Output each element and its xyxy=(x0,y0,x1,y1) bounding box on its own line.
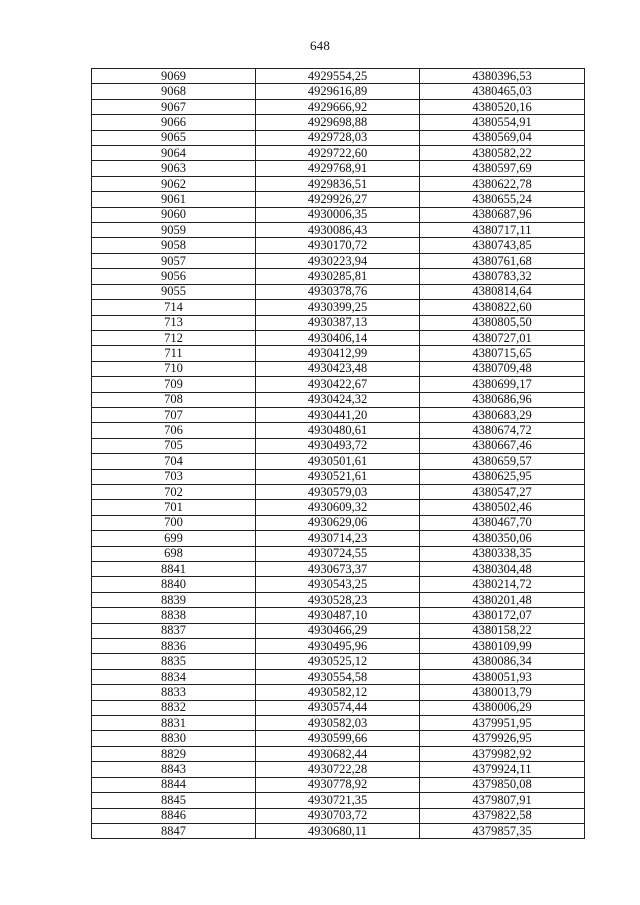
y-coordinate-cell: 4380727,01 xyxy=(420,330,585,345)
y-coordinate-cell: 4380304,48 xyxy=(420,562,585,577)
y-coordinate-cell: 4380625,95 xyxy=(420,469,585,484)
x-coordinate-cell: 4930778,92 xyxy=(256,777,420,792)
table-row xyxy=(92,716,585,731)
point-number-cell: 699 xyxy=(92,531,256,546)
point-number-cell: 8841 xyxy=(92,562,256,577)
y-coordinate-cell: 4380709,48 xyxy=(420,361,585,376)
point-number-cell: 700 xyxy=(92,515,256,530)
x-coordinate-cell: 4930721,35 xyxy=(256,793,420,808)
y-coordinate-cell: 4380013,79 xyxy=(420,685,585,700)
y-coordinate-cell: 4380715,65 xyxy=(420,346,585,361)
x-coordinate-cell: 4930703,72 xyxy=(256,808,420,823)
table-row xyxy=(92,115,585,130)
point-number-cell: 9062 xyxy=(92,176,256,191)
x-coordinate-cell: 4929836,51 xyxy=(256,176,420,191)
table-row xyxy=(92,146,585,161)
y-coordinate-cell: 4380465,03 xyxy=(420,84,585,99)
table-row xyxy=(92,161,585,176)
table-row xyxy=(92,407,585,422)
y-coordinate-cell: 4380350,06 xyxy=(420,531,585,546)
point-number-cell: 9060 xyxy=(92,207,256,222)
y-coordinate-cell: 4380214,72 xyxy=(420,577,585,592)
point-number-cell: 8844 xyxy=(92,777,256,792)
point-number-cell: 9061 xyxy=(92,192,256,207)
table-row xyxy=(92,238,585,253)
table-row xyxy=(92,361,585,376)
x-coordinate-cell: 4930378,76 xyxy=(256,284,420,299)
table-row xyxy=(92,531,585,546)
point-number-cell: 701 xyxy=(92,500,256,515)
table-row xyxy=(92,330,585,345)
coordinates-table xyxy=(91,68,585,839)
x-coordinate-cell: 4930543,25 xyxy=(256,577,420,592)
table-row xyxy=(92,484,585,499)
y-coordinate-cell: 4380582,22 xyxy=(420,146,585,161)
point-number-cell: 9069 xyxy=(92,69,256,84)
y-coordinate-cell: 4379926,95 xyxy=(420,731,585,746)
table-row xyxy=(92,500,585,515)
point-number-cell: 9064 xyxy=(92,146,256,161)
x-coordinate-cell: 4930223,94 xyxy=(256,253,420,268)
point-number-cell: 707 xyxy=(92,407,256,422)
table-row xyxy=(92,192,585,207)
y-coordinate-cell: 4380109,99 xyxy=(420,639,585,654)
y-coordinate-cell: 4380687,96 xyxy=(420,207,585,222)
x-coordinate-cell: 4930412,99 xyxy=(256,346,420,361)
x-coordinate-cell: 4930682,44 xyxy=(256,746,420,761)
point-number-cell: 9068 xyxy=(92,84,256,99)
y-coordinate-cell: 4380338,35 xyxy=(420,546,585,561)
point-number-cell: 713 xyxy=(92,315,256,330)
x-coordinate-cell: 4930480,61 xyxy=(256,423,420,438)
x-coordinate-cell: 4930680,11 xyxy=(256,823,420,838)
table-row xyxy=(92,315,585,330)
x-coordinate-cell: 4930406,14 xyxy=(256,330,420,345)
x-coordinate-cell: 4930501,61 xyxy=(256,454,420,469)
y-coordinate-cell: 4380667,46 xyxy=(420,438,585,453)
table-row xyxy=(92,608,585,623)
table-row xyxy=(92,423,585,438)
y-coordinate-cell: 4380086,34 xyxy=(420,654,585,669)
y-coordinate-cell: 4380686,96 xyxy=(420,392,585,407)
point-number-cell: 9065 xyxy=(92,130,256,145)
y-coordinate-cell: 4380006,29 xyxy=(420,700,585,715)
y-coordinate-cell: 4380520,16 xyxy=(420,99,585,114)
x-coordinate-cell: 4930582,03 xyxy=(256,716,420,731)
y-coordinate-cell: 4379822,58 xyxy=(420,808,585,823)
x-coordinate-cell: 4930574,44 xyxy=(256,700,420,715)
x-coordinate-cell: 4930285,81 xyxy=(256,269,420,284)
table-row xyxy=(92,346,585,361)
point-number-cell: 9058 xyxy=(92,238,256,253)
x-coordinate-cell: 4930724,55 xyxy=(256,546,420,561)
point-number-cell: 8840 xyxy=(92,577,256,592)
x-coordinate-cell: 4930629,06 xyxy=(256,515,420,530)
y-coordinate-cell: 4379857,35 xyxy=(420,823,585,838)
table-row xyxy=(92,223,585,238)
point-number-cell: 714 xyxy=(92,300,256,315)
table-row xyxy=(92,808,585,823)
table-row xyxy=(92,546,585,561)
point-number-cell: 8833 xyxy=(92,685,256,700)
x-coordinate-cell: 4930424,32 xyxy=(256,392,420,407)
table-row xyxy=(92,269,585,284)
table-row xyxy=(92,793,585,808)
x-coordinate-cell: 4930525,12 xyxy=(256,654,420,669)
x-coordinate-cell: 4930387,13 xyxy=(256,315,420,330)
y-coordinate-cell: 4380743,85 xyxy=(420,238,585,253)
table-row xyxy=(92,69,585,84)
x-coordinate-cell: 4930423,48 xyxy=(256,361,420,376)
y-coordinate-cell: 4380502,46 xyxy=(420,500,585,515)
y-coordinate-cell: 4379982,92 xyxy=(420,746,585,761)
point-number-cell: 8839 xyxy=(92,592,256,607)
y-coordinate-cell: 4380814,64 xyxy=(420,284,585,299)
table-row xyxy=(92,731,585,746)
x-coordinate-cell: 4930170,72 xyxy=(256,238,420,253)
x-coordinate-cell: 4929554,25 xyxy=(256,69,420,84)
x-coordinate-cell: 4930493,72 xyxy=(256,438,420,453)
point-number-cell: 711 xyxy=(92,346,256,361)
x-coordinate-cell: 4930466,29 xyxy=(256,623,420,638)
y-coordinate-cell: 4380761,68 xyxy=(420,253,585,268)
table-row xyxy=(92,623,585,638)
page-number: 648 xyxy=(309,38,331,53)
table-row xyxy=(92,562,585,577)
x-coordinate-cell: 4929698,88 xyxy=(256,115,420,130)
y-coordinate-cell: 4380467,70 xyxy=(420,515,585,530)
table-row xyxy=(92,454,585,469)
x-coordinate-cell: 4930487,10 xyxy=(256,608,420,623)
table-row xyxy=(92,669,585,684)
table-row xyxy=(92,176,585,191)
x-coordinate-cell: 4929616,89 xyxy=(256,84,420,99)
x-coordinate-cell: 4930006,35 xyxy=(256,207,420,222)
y-coordinate-cell: 4380554,91 xyxy=(420,115,585,130)
point-number-cell: 8830 xyxy=(92,731,256,746)
point-number-cell: 9063 xyxy=(92,161,256,176)
y-coordinate-cell: 4380699,17 xyxy=(420,377,585,392)
x-coordinate-cell: 4930521,61 xyxy=(256,469,420,484)
x-coordinate-cell: 4929728,03 xyxy=(256,130,420,145)
table-row xyxy=(92,777,585,792)
y-coordinate-cell: 4380172,07 xyxy=(420,608,585,623)
y-coordinate-cell: 4379807,91 xyxy=(420,793,585,808)
point-number-cell: 706 xyxy=(92,423,256,438)
y-coordinate-cell: 4379850,08 xyxy=(420,777,585,792)
table-row xyxy=(92,639,585,654)
table-row xyxy=(92,99,585,114)
x-coordinate-cell: 4930599,66 xyxy=(256,731,420,746)
point-number-cell: 8837 xyxy=(92,623,256,638)
point-number-cell: 709 xyxy=(92,377,256,392)
table-row xyxy=(92,438,585,453)
table-row xyxy=(92,300,585,315)
y-coordinate-cell: 4380597,69 xyxy=(420,161,585,176)
x-coordinate-cell: 4930579,03 xyxy=(256,484,420,499)
y-coordinate-cell: 4380547,27 xyxy=(420,484,585,499)
x-coordinate-cell: 4930722,28 xyxy=(256,762,420,777)
table-row xyxy=(92,284,585,299)
table-row xyxy=(92,469,585,484)
point-number-cell: 8838 xyxy=(92,608,256,623)
y-coordinate-cell: 4380158,22 xyxy=(420,623,585,638)
point-number-cell: 9056 xyxy=(92,269,256,284)
y-coordinate-cell: 4380051,93 xyxy=(420,669,585,684)
x-coordinate-cell: 4930554,58 xyxy=(256,669,420,684)
point-number-cell: 703 xyxy=(92,469,256,484)
point-number-cell: 9059 xyxy=(92,223,256,238)
point-number-cell: 8835 xyxy=(92,654,256,669)
point-number-cell: 8831 xyxy=(92,716,256,731)
table-row xyxy=(92,577,585,592)
point-number-cell: 712 xyxy=(92,330,256,345)
x-coordinate-cell: 4930609,32 xyxy=(256,500,420,515)
table-row xyxy=(92,823,585,838)
point-number-cell: 9057 xyxy=(92,253,256,268)
x-coordinate-cell: 4930422,67 xyxy=(256,377,420,392)
y-coordinate-cell: 4380659,57 xyxy=(420,454,585,469)
x-coordinate-cell: 4930441,20 xyxy=(256,407,420,422)
y-coordinate-cell: 4380683,29 xyxy=(420,407,585,422)
y-coordinate-cell: 4380655,24 xyxy=(420,192,585,207)
x-coordinate-cell: 4930528,23 xyxy=(256,592,420,607)
table-row xyxy=(92,253,585,268)
point-number-cell: 9055 xyxy=(92,284,256,299)
coordinates-table-body xyxy=(92,69,585,839)
table-row xyxy=(92,746,585,761)
point-number-cell: 702 xyxy=(92,484,256,499)
x-coordinate-cell: 4929666,92 xyxy=(256,99,420,114)
point-number-cell: 705 xyxy=(92,438,256,453)
y-coordinate-cell: 4380805,50 xyxy=(420,315,585,330)
y-coordinate-cell: 4380674,72 xyxy=(420,423,585,438)
point-number-cell: 8843 xyxy=(92,762,256,777)
table-row xyxy=(92,592,585,607)
y-coordinate-cell: 4379951,95 xyxy=(420,716,585,731)
y-coordinate-cell: 4380622,78 xyxy=(420,176,585,191)
point-number-cell: 8836 xyxy=(92,639,256,654)
point-number-cell: 8829 xyxy=(92,746,256,761)
table-row xyxy=(92,654,585,669)
table-row xyxy=(92,130,585,145)
table-row xyxy=(92,515,585,530)
table-row xyxy=(92,207,585,222)
point-number-cell: 8834 xyxy=(92,669,256,684)
x-coordinate-cell: 4930582,12 xyxy=(256,685,420,700)
point-number-cell: 8846 xyxy=(92,808,256,823)
x-coordinate-cell: 4930673,37 xyxy=(256,562,420,577)
y-coordinate-cell: 4380396,53 xyxy=(420,69,585,84)
y-coordinate-cell: 4380783,32 xyxy=(420,269,585,284)
y-coordinate-cell: 4380569,04 xyxy=(420,130,585,145)
point-number-cell: 8847 xyxy=(92,823,256,838)
x-coordinate-cell: 4930086,43 xyxy=(256,223,420,238)
point-number-cell: 9067 xyxy=(92,99,256,114)
point-number-cell: 708 xyxy=(92,392,256,407)
point-number-cell: 710 xyxy=(92,361,256,376)
x-coordinate-cell: 4930714,23 xyxy=(256,531,420,546)
table-row xyxy=(92,377,585,392)
table-row xyxy=(92,392,585,407)
point-number-cell: 8832 xyxy=(92,700,256,715)
point-number-cell: 704 xyxy=(92,454,256,469)
x-coordinate-cell: 4929926,27 xyxy=(256,192,420,207)
y-coordinate-cell: 4380822,60 xyxy=(420,300,585,315)
point-number-cell: 9066 xyxy=(92,115,256,130)
table-row xyxy=(92,762,585,777)
table-row xyxy=(92,700,585,715)
x-coordinate-cell: 4929768,91 xyxy=(256,161,420,176)
point-number-cell: 8845 xyxy=(92,793,256,808)
y-coordinate-cell: 4380201,48 xyxy=(420,592,585,607)
table-row xyxy=(92,84,585,99)
table-row xyxy=(92,685,585,700)
y-coordinate-cell: 4380717,11 xyxy=(420,223,585,238)
x-coordinate-cell: 4929722,60 xyxy=(256,146,420,161)
x-coordinate-cell: 4930399,25 xyxy=(256,300,420,315)
y-coordinate-cell: 4379924,11 xyxy=(420,762,585,777)
x-coordinate-cell: 4930495,96 xyxy=(256,639,420,654)
point-number-cell: 698 xyxy=(92,546,256,561)
